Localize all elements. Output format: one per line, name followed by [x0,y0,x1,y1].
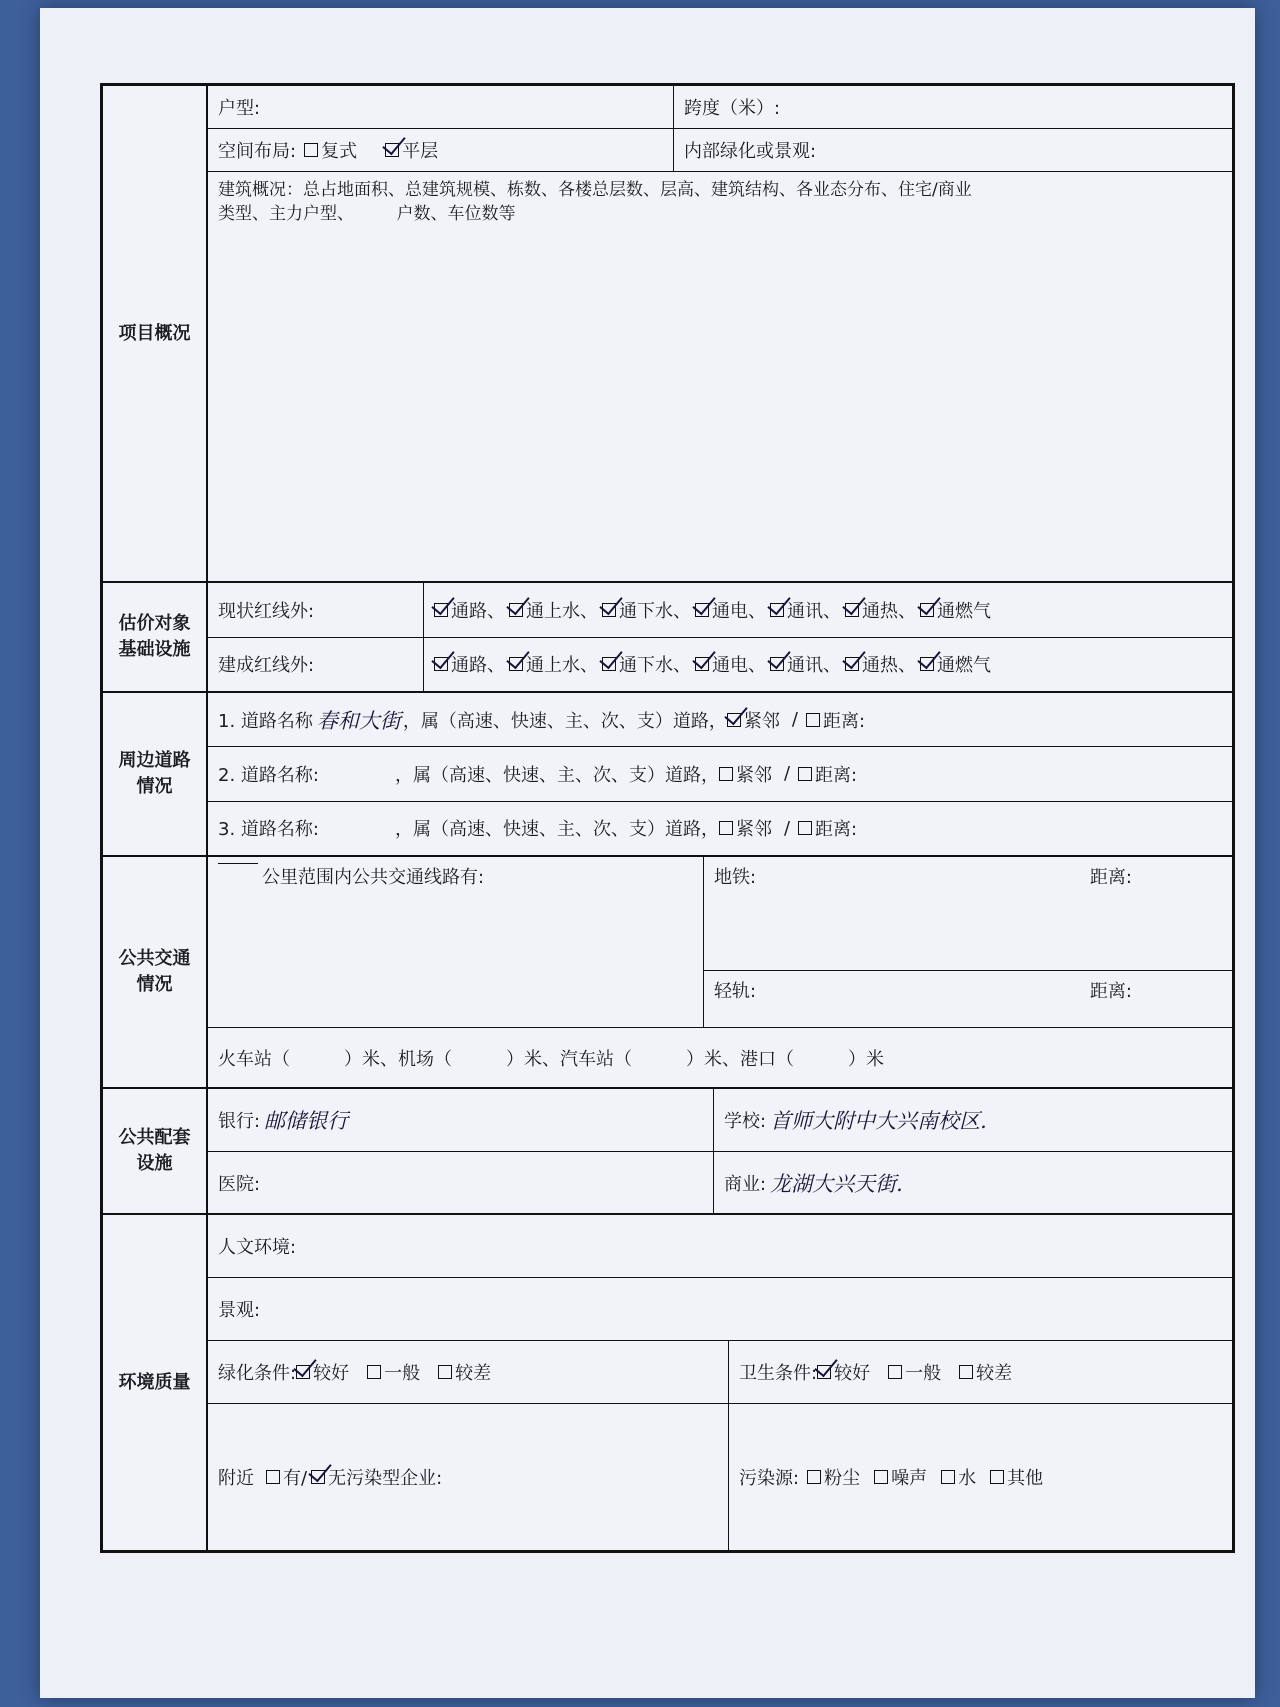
built-gas-checkbox[interactable]: 通燃气 [920,651,991,677]
road-row-3: 3. 道路名称: ，属（高速、快速、主、次、支）道路， 紧邻 / 距离: [208,802,1232,855]
current-heating-checkbox[interactable]: 通热、 [845,597,916,623]
greening-poor-checkbox[interactable]: 较差 [438,1359,491,1385]
section-label-environment: 环境质量 [103,1215,208,1550]
pollution-dust-checkbox[interactable]: 粉尘 [807,1464,860,1490]
current-road-checkbox[interactable]: 通路、 [434,597,505,623]
bank-value: 邮储银行 [264,1109,349,1133]
pollution-other-checkbox[interactable]: 其他 [990,1464,1043,1490]
greening-field[interactable]: 内部绿化或景观: [673,129,1232,171]
nearby-pollution-field: 附近 有/ 无污染型企业: [208,1404,728,1550]
layout-duplex-checkbox[interactable]: 复式 [304,137,357,163]
road-row-1: 1. 道路名称 春和大街 ，属（高速、快速、主、次、支）道路， 紧邻 / 距离: [208,693,1232,746]
road-3-distance-checkbox[interactable]: 距离: [798,815,857,841]
span-field[interactable]: 跨度（米）: [673,86,1232,128]
built-water-supply-checkbox[interactable]: 通上水、 [509,651,598,677]
layout-label: 空间布局: [218,141,297,162]
section-surrounding-roads [103,693,1232,857]
road-row-2: 2. 道路名称: ，属（高速、快速、主、次、支）道路， 紧邻 / 距离: [208,747,1232,800]
section-label-facilities: 公共配套 设施 [103,1089,208,1213]
section-public-transit [103,857,1232,1089]
building-overview-field[interactable] [208,172,1232,581]
current-power-checkbox[interactable]: 通电、 [695,597,766,623]
pollution-noise-checkbox[interactable]: 噪声 [874,1464,927,1490]
layout-field [208,129,673,171]
pollution-water-checkbox[interactable]: 水 [941,1464,976,1490]
transport-hubs-field[interactable]: 火车站（ ）米、 机场（ ）米、 汽车站（ ）米、 港口（ ）米 [218,1048,884,1070]
road-1-adjacent-checkbox[interactable]: 紧邻 [727,707,780,733]
building-overview-line1: 建筑概况：总占地面积、总建筑规模、栋数、各楼总层数、层高、建筑结构、各业态分布、住宅/商业 [218,180,972,200]
built-heating-checkbox[interactable]: 通热、 [845,651,916,677]
section-infrastructure [103,583,1232,693]
bus-lines-field[interactable]: 公里范围内公共交通线路有: [208,857,703,1027]
road-1-distance-checkbox[interactable]: 距离: [806,707,865,733]
built-telecom-checkbox[interactable]: 通讯、 [770,651,841,677]
culture-field[interactable]: 人文环境: [218,1237,297,1258]
pollution-source-field: 污染源: 粉尘 噪声 水 其他 [728,1404,1232,1550]
road-1-name[interactable]: 春和大街 [316,708,401,733]
built-power-checkbox[interactable]: 通电、 [695,651,766,677]
road-2-adjacent-checkbox[interactable]: 紧邻 [719,761,772,787]
greening-normal-checkbox[interactable]: 一般 [367,1359,420,1385]
sanitation-normal-checkbox[interactable]: 一般 [888,1359,941,1385]
nearby-none-checkbox[interactable]: 无污染型企业: [311,1464,442,1490]
sanitation-poor-checkbox[interactable]: 较差 [959,1359,1012,1385]
subway-field[interactable]: 地铁: 距离: [704,857,1232,971]
greening-good-checkbox[interactable]: 较好 [296,1359,349,1385]
road-3-adjacent-checkbox[interactable]: 紧邻 [719,815,772,841]
section-label-transit: 公共交通 情况 [103,857,208,1087]
hospital-field[interactable]: 医院: [218,1173,261,1195]
landscape-field[interactable]: 景观: [218,1300,261,1321]
section-label-roads: 周边道路 情况 [103,693,208,855]
current-redline-options [423,583,1232,637]
current-redline-label: 现状红线外: [218,600,315,622]
section-public-facilities [103,1089,1232,1215]
built-redline-options [423,638,1232,692]
nearby-has-checkbox[interactable]: 有/ [266,1464,307,1490]
school-value: 首师大附中大兴南校区. [770,1109,987,1133]
layout-flat-checkbox[interactable]: 平层 [385,137,438,163]
school-field[interactable]: 学校: 首师大附中大兴南校区. [713,1089,1232,1151]
current-gas-checkbox[interactable]: 通燃气 [920,597,991,623]
light-rail-field[interactable]: 轻轨: 距离: [714,981,1132,1002]
section-project-overview [103,86,1232,583]
current-drainage-checkbox[interactable]: 通下水、 [602,597,691,623]
building-overview-line2: 类型、主力户型、 户数、车位数等 [218,204,516,224]
commerce-field[interactable]: 商业: 龙湖大兴天街. [713,1152,1232,1213]
commerce-value: 龙湖大兴天街. [770,1171,903,1196]
greening-condition-field: 绿化条件: 较好 一般 较差 [208,1341,728,1403]
built-redline-label: 建成红线外: [218,655,315,677]
bus-range-blank[interactable] [218,863,258,864]
sanitation-good-checkbox[interactable]: 较好 [817,1359,870,1385]
section-environment [103,1215,1232,1550]
sanitation-condition-field: 卫生条件: 较好 一般 较差 [728,1341,1232,1403]
section-label-overview: 项目概况 [103,86,208,581]
built-road-checkbox[interactable]: 通路、 [434,651,505,677]
survey-form [100,83,1235,1553]
built-drainage-checkbox[interactable]: 通下水、 [602,651,691,677]
current-water-supply-checkbox[interactable]: 通上水、 [509,597,598,623]
unit-type-field[interactable]: 户型: [218,98,261,119]
paper-sheet [40,8,1255,1698]
bank-field[interactable]: 银行: 邮储银行 [208,1089,713,1151]
section-label-infrastructure: 估价对象 基础设施 [103,583,208,691]
current-telecom-checkbox[interactable]: 通讯、 [770,597,841,623]
road-2-distance-checkbox[interactable]: 距离: [798,761,857,787]
